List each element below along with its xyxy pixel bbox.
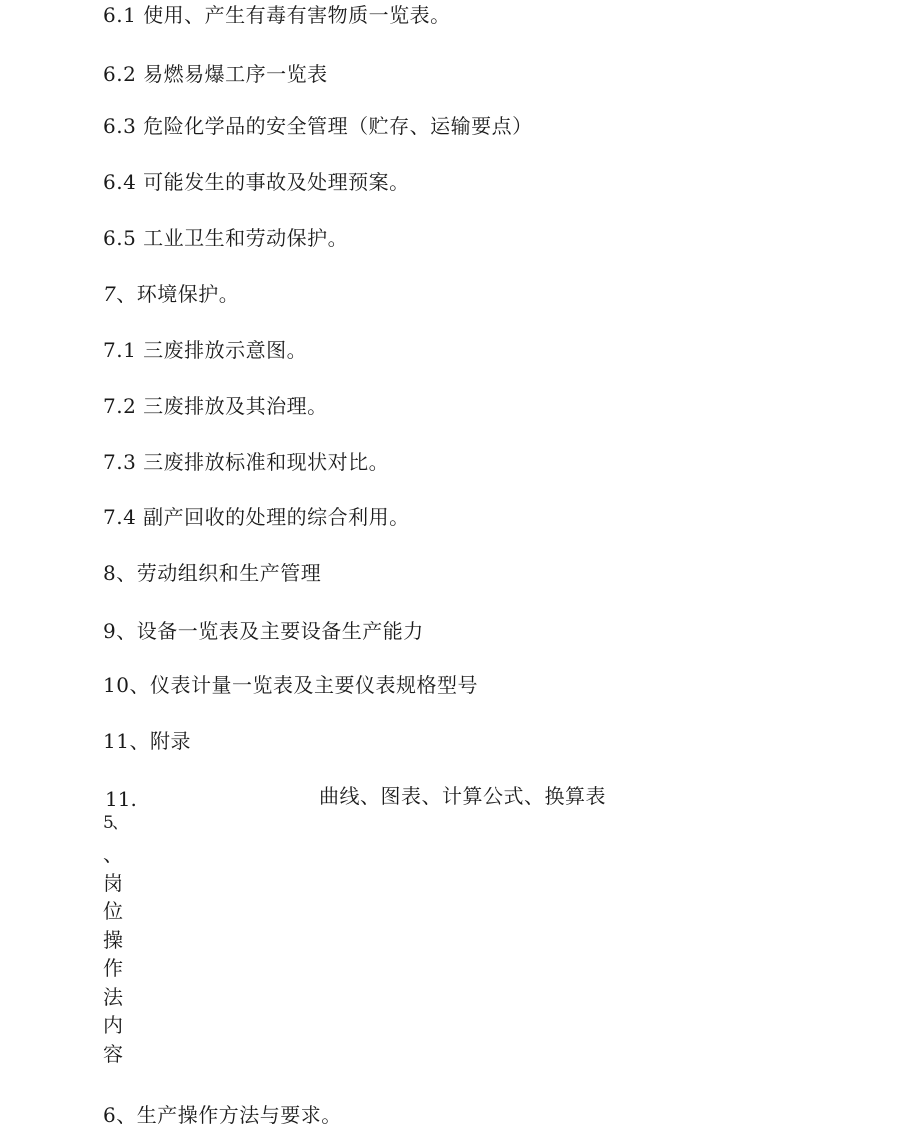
item-7-4: 7.4 副产回收的处理的综合利用。 (103, 505, 410, 529)
section-10-heading: 10、仪表计量一览表及主要仪表规格型号 (103, 673, 478, 697)
item-6-4: 6.4 可能发生的事故及处理预案。 (103, 170, 410, 194)
item-7-3: 7.3 三废排放标准和现状对比。 (103, 450, 390, 474)
item-6-3: 6.3 危险化学品的安全管理（贮存、运输要点） (103, 114, 533, 138)
section-7-title: 、环境保护。 (116, 282, 240, 306)
item-6-5: 6.5 工业卫生和劳动保护。 (103, 226, 349, 250)
item-7-1: 7.1 三废排放示意图。 (103, 338, 308, 362)
section-7-number: 7 (103, 282, 117, 306)
appendix-item-text: 曲线、图表、计算公式、换算表 (319, 784, 606, 808)
section-6-operation-heading: 6、生产操作方法与要求。 (103, 1103, 342, 1127)
section-8-heading: 8、劳动组织和生产管理 (103, 561, 322, 585)
item-6-1: 6.1 使用、产生有毒有害物质一览表。 (103, 3, 451, 27)
section-11-heading: 11、附录 (103, 729, 191, 753)
section-9-heading: 9、设备一览表及主要设备生产能力 (103, 619, 424, 643)
item-6-2: 6.2 易燃易爆工序一览表 (103, 62, 328, 86)
overlapping-section-number: 5、 (103, 813, 127, 833)
section-7-heading (103, 284, 239, 304)
item-7-2: 7.2 三废排放及其治理。 (103, 394, 328, 418)
vertical-section-heading: 、岗位操作法内容 (103, 842, 123, 1066)
appendix-item-number: 11. (105, 787, 137, 811)
